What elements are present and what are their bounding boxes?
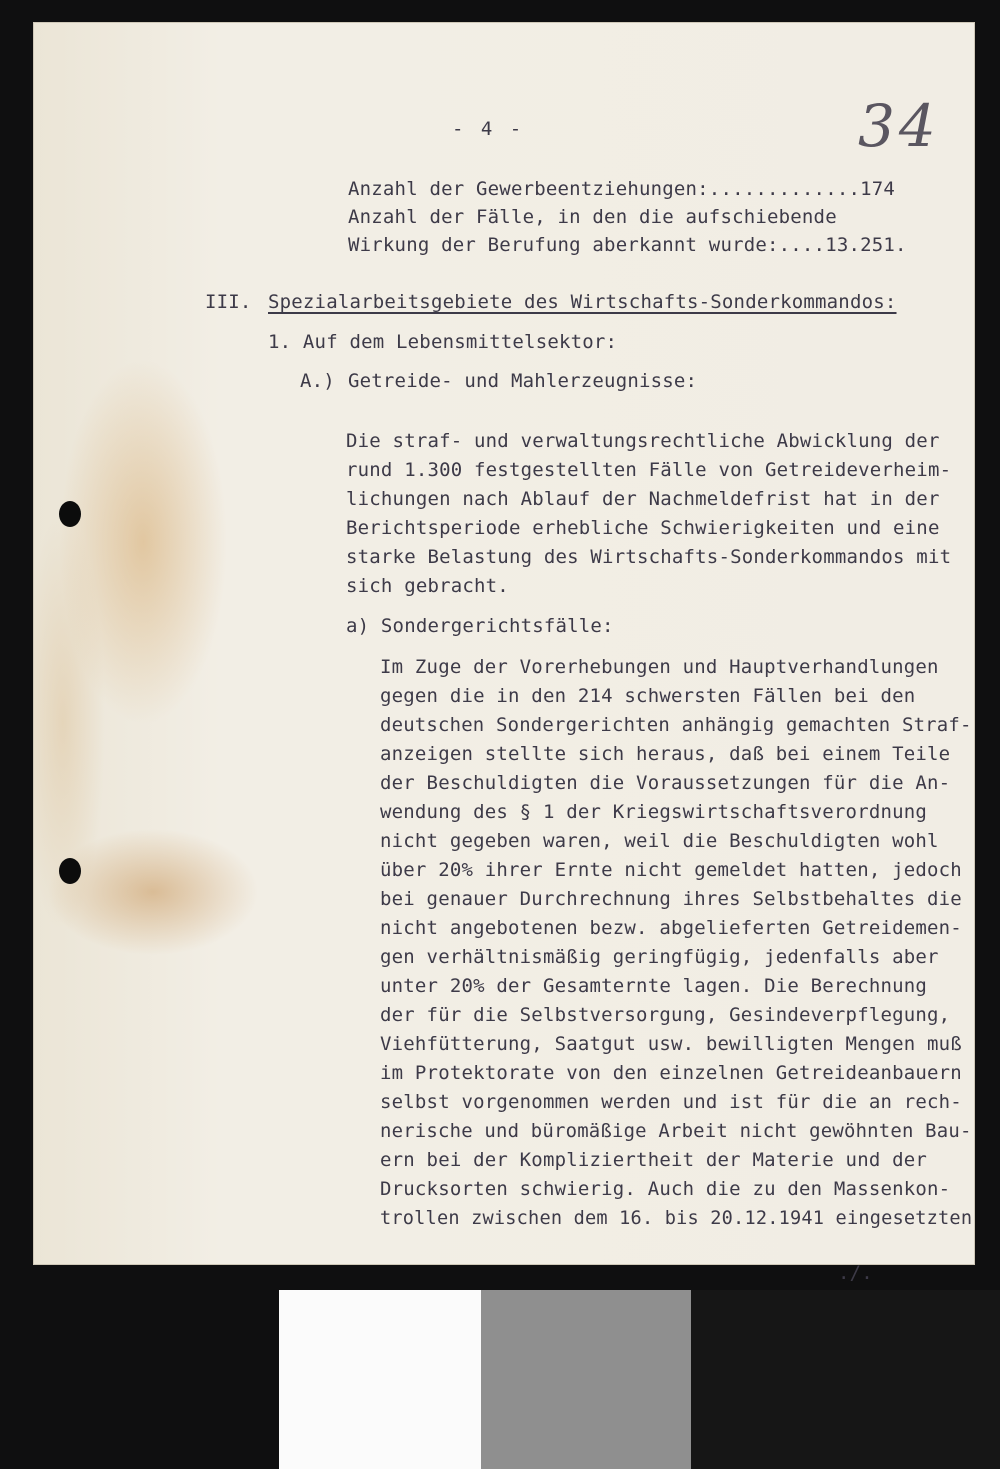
- subsection-heading: 1. Auf dem Lebensmittelsektor:: [268, 331, 618, 353]
- paragraph-line: bei genauer Durchrechnung ihres Selbstbehaltes die: [380, 888, 962, 910]
- sub-item-heading: a) Sondergerichtsfälle:: [346, 615, 614, 637]
- stats-line: Wirkung der Berufung aberkannt wurde:....13.251.: [348, 234, 907, 256]
- calibration-strip-dark: [691, 1290, 1000, 1469]
- section-number: III.: [205, 291, 252, 313]
- paragraph-line: Viehfütterung, Saatgut usw. bewilligten Mengen muß: [380, 1033, 962, 1055]
- paragraph-line: nicht gegeben waren, weil die Beschuldigten wohl: [380, 830, 939, 852]
- paragraph-line: Die straf- und verwaltungsrechtliche Abwicklung der: [346, 430, 940, 452]
- paragraph-line: anzeigen stellte sich heraus, daß bei einem Teile: [380, 743, 951, 765]
- punch-hole: [59, 858, 81, 884]
- paragraph-line: gegen die in den 214 schwersten Fällen bei den: [380, 685, 916, 707]
- paragraph-line: wendung des § 1 der Kriegswirtschaftsverordnung: [380, 801, 928, 823]
- paragraph-line: der Beschuldigten die Voraussetzungen für die An-: [380, 772, 951, 794]
- stats-line: Anzahl der Fälle, in den die aufschiebende: [348, 206, 837, 228]
- paragraph-line: selbst vorgenommen werden und ist für die an rech-: [380, 1091, 962, 1113]
- paragraph-line: nerische und büromäßige Arbeit nicht gewöhnten Bau-: [380, 1120, 972, 1142]
- paragraph-line: lichungen nach Ablauf der Nachmeldefrist hat in der: [346, 488, 940, 510]
- calibration-strip-grey: [481, 1290, 691, 1469]
- stats-line: Anzahl der Gewerbeentziehungen:.............174: [348, 178, 896, 200]
- handwritten-page-number: 34: [858, 92, 940, 160]
- paragraph-line: sich gebracht.: [346, 575, 509, 597]
- paragraph-line: ern bei der Kompliziertheit der Materie und der: [380, 1149, 928, 1171]
- calibration-strip-white: [279, 1290, 481, 1469]
- item-title: Getreide- und Mahlerzeugnisse:: [348, 370, 698, 392]
- paragraph-line: der für die Selbstversorgung, Gesindeverpflegung,: [380, 1004, 951, 1026]
- continuation-mark: ./.: [838, 1262, 873, 1284]
- paragraph-line: starke Belastung des Wirtschafts-Sonderkommandos mit: [346, 546, 952, 568]
- paragraph-line: trollen zwischen dem 16. bis 20.12.1941 eingesetzten: [380, 1207, 973, 1229]
- paragraph-line: deutschen Sondergerichten anhängig gemachten Straf-: [380, 714, 972, 736]
- paragraph-line: rund 1.300 festgestellten Fälle von Getreideverheim-: [346, 459, 952, 481]
- section-title: Spezialarbeitsgebiete des Wirtschafts-Sonderkommandos:: [268, 291, 897, 313]
- item-label: A.): [300, 370, 335, 392]
- paragraph-line: nicht angebotenen bezw. abgelieferten Getreidemen-: [380, 917, 962, 939]
- page-header: - 4 -: [452, 118, 525, 140]
- paragraph-line: Drucksorten schwierig. Auch die zu den Massenkon-: [380, 1178, 951, 1200]
- paragraph-line: im Protektorate von den einzelnen Getreideanbauern: [380, 1062, 962, 1084]
- paragraph-line: über 20% ihrer Ernte nicht gemeldet hatten, jedoch: [380, 859, 962, 881]
- paragraph-line: Im Zuge der Vorerhebungen und Hauptverhandlungen: [380, 656, 939, 678]
- paragraph-line: unter 20% der Gesamternte lagen. Die Berechnung: [380, 975, 928, 997]
- punch-hole: [59, 501, 81, 527]
- paragraph-line: gen verhältnismäßig geringfügig, jedenfalls aber: [380, 946, 939, 968]
- paragraph-line: Berichtsperiode erhebliche Schwierigkeiten und eine: [346, 517, 940, 539]
